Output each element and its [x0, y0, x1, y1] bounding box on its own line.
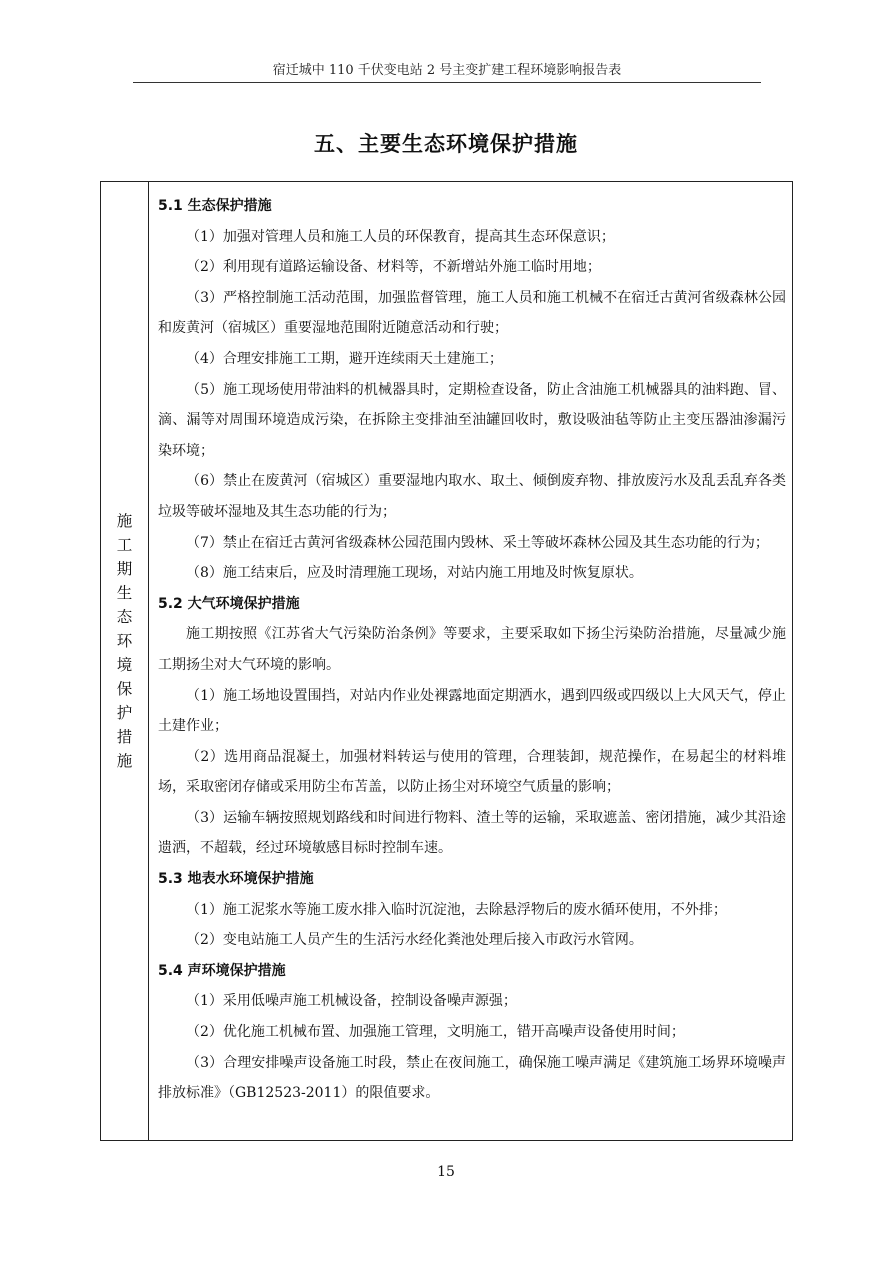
measure-paragraph: 施工期按照《江苏省大气污染防治条例》等要求，主要采取如下扬尘污染防治措施，尽量减少施工期扬尘对大气环境的影响。: [158, 626, 786, 673]
section-heading: 5.3 地表水环境保护措施: [158, 871, 314, 888]
measure-paragraph: （3）严格控制施工活动范围，加强监督管理，施工人员和施工机械不在宿迁古黄河省级森林公园和废黄河（宿城区）重要湿地范围附近随意活动和行驶；: [158, 289, 786, 337]
measure-paragraph: （5）施工现场使用带油料的机械器具时，定期检查设备，防止含油施工机械器具的油料跑、冒、滴、漏等对周围环境造成污染，在拆除主变排油至油罐回收时，敷设吸油毡等防止主变压器油渗漏污染环境；: [158, 381, 786, 459]
measure-paragraph: （7）禁止在宿迁古黄河省级森林公园范围内毁林、采土等破坏森林公园及其生态功能的行为；: [186, 534, 769, 551]
section-surface-water: [158, 864, 786, 956]
page-number: 15: [437, 1164, 455, 1180]
measure-paragraph: （2）优化施工机械布置、加强施工管理，文明施工，错开高噪声设备使用时间；: [186, 1024, 685, 1041]
measure-paragraph: （2）利用现有道路运输设备、材料等，不新增站外施工临时用地；: [186, 259, 601, 276]
row-label: 施工期生态环境保护措施: [116, 512, 133, 770]
measure-paragraph: （2）变电站施工人员产生的生活污水经化粪池处理后接入市政污水管网。: [186, 932, 643, 949]
header-divider: [133, 82, 761, 83]
section-heading: 5.4 声环境保护措施: [158, 962, 286, 979]
measure-paragraph: （3）合理安排噪声设备施工时段，禁止在夜间施工，确保施工噪声满足《建筑施工场界环境噪声排放标准》（GB12523-2011）的限值要求。: [158, 1054, 786, 1102]
measure-paragraph: （1）采用低噪声施工机械设备，控制设备噪声源强；: [186, 993, 517, 1010]
page-title: 五、主要生态环境保护措施: [314, 132, 578, 156]
measure-paragraph: （8）施工结束后，应及时清理施工现场，对站内施工用地及时恢复原状。: [186, 565, 643, 582]
content-cell: [149, 182, 792, 1140]
section-heading: 5.2 大气环境保护措施: [158, 595, 300, 612]
measure-paragraph: （1）加强对管理人员和施工人员的环保教育，提高其生态环保意识；: [186, 228, 615, 245]
measure-paragraph: （4）合理安排施工工期，避开连续雨天土建施工；: [186, 350, 503, 367]
measure-paragraph: （3）运输车辆按照规划路线和时间进行物料、渣土等的运输，采取遮盖、密闭措施，减少其沿途遗洒，不超载，经过环境敏感目标时控制车速。: [158, 809, 786, 857]
measure-paragraph: （1）施工场地设置围挡，对站内作业处裸露地面定期洒水，遇到四级或四级以上大风天气，停止土建作业；: [158, 687, 786, 735]
section-air: [158, 589, 786, 864]
measures-table: [100, 181, 793, 1141]
section-ecology: [158, 191, 786, 589]
measure-paragraph: （1）施工泥浆水等施工废水排入临时沉淀池，去除悬浮物后的废水循环使用，不外排；: [186, 901, 727, 918]
section-noise: [158, 956, 786, 1109]
row-label-cell: [101, 182, 149, 1140]
measure-paragraph: （2）选用商品混凝土，加强材料转运与使用的管理，合理装卸，规范操作，在易起尘的材料堆场，采取密闭存储或采用防尘布苫盖，以防止扬尘对环境空气质量的影响；: [158, 748, 786, 796]
measure-paragraph: （6）禁止在废黄河（宿城区）重要湿地内取水、取土、倾倒废弃物、排放废污水及乱丢乱弃各类垃圾等破坏湿地及其生态功能的行为；: [158, 473, 786, 520]
running-header: 宿迁城中 110 千伏变电站 2 号主变扩建工程环境影响报告表: [272, 63, 622, 78]
section-heading: 5.1 生态保护措施: [158, 198, 272, 214]
